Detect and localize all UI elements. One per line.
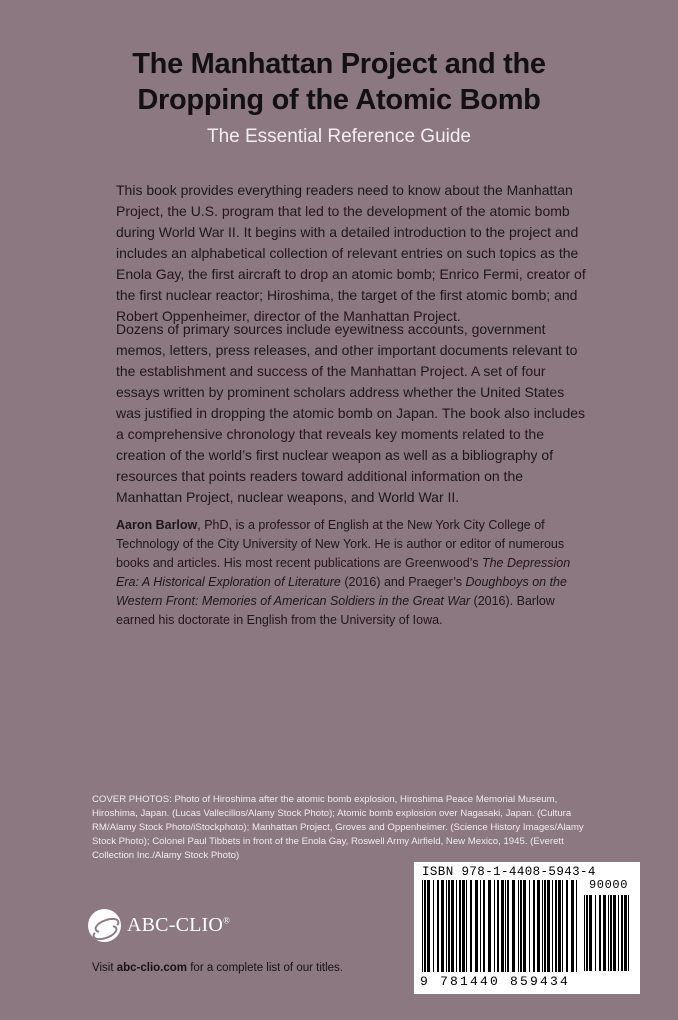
barcode-bar xyxy=(494,880,495,972)
barcode-bar xyxy=(537,880,540,972)
barcode-bar xyxy=(603,895,606,971)
barcode-bar xyxy=(505,880,506,972)
barcode-bar xyxy=(424,880,426,972)
barcode-bar xyxy=(451,880,454,972)
description-paragraph-1: This book provides everything readers need to know about the Manhattan Project, the U.S. program that led to the development of the atomic bomb during World War II. It begins with a detailed introduction to the project and includes an alphabetical collection of relevant entries on such topics as the Enola Gay, the first aircraft to drop an atomic bomb; Enrico Fermi, creator of the first nuclear reactor; Hiroshima, the target of the first atomic bomb; and Robert Oppenheimer, director of the Manhattan Project. xyxy=(116,182,586,324)
barcode-bar xyxy=(624,895,627,971)
barcode-bar xyxy=(542,880,543,972)
author-book-title-1: The Depression Era: A Historical Exploration of Literature xyxy=(116,556,571,589)
barcode-bar xyxy=(523,880,526,972)
publisher-logo xyxy=(88,906,230,944)
barcode-bar xyxy=(529,880,530,972)
barcode-bar xyxy=(512,880,515,972)
barcode-bar xyxy=(618,895,619,971)
book-title xyxy=(0,46,678,118)
barcode-bar xyxy=(433,880,434,972)
author-book-title-2: Doughboys on the Western Front: Memories of American Soldiers in the Great War xyxy=(116,575,567,608)
author-bio-text-1: , PhD, is a professor of English at the New York City College of Technology of the City University of New York. He is author or editor of numerous books and articles. His most recent publications are Greenwood’s xyxy=(116,518,565,570)
barcode-bar xyxy=(518,880,519,972)
barcode-bar xyxy=(466,880,467,972)
barcode-bar xyxy=(446,880,447,972)
book-title-line-2: Dropping of the Atomic Bomb xyxy=(137,84,541,116)
barcode-bar xyxy=(475,880,478,972)
barcode-bar xyxy=(571,880,574,972)
barcode-bar xyxy=(497,880,499,972)
price-code: 90000 xyxy=(589,878,629,892)
barcode-bar xyxy=(501,880,504,972)
barcode-bar xyxy=(599,895,601,971)
barcode-bar xyxy=(613,895,616,971)
cover-photo-credits: COVER PHOTOS: Photo of Hiroshima after the atomic bomb explosion, Hiroshima Peace Memorial Museum, Hiroshima, Japan. (Lucas Vallecillos/Alamy Stock Photo); Atomic bomb explosion over Nagasaki, Japan. (Cultura RM/Alamy Stock Photo/iStockphoto); Manhattan Project, Groves and Oppenheimer. (Science History Images/Alamy Stock Photo); Colonel Paul Tibbets in front of the Enola Gay, Roswell Army Airfield, New Mexico, 1945. (Everett Collection Inc./Alamy Stock Photo) xyxy=(92,794,584,861)
barcode-bar xyxy=(621,895,623,971)
barcode-bar xyxy=(483,880,485,972)
book-subtitle: The Essential Reference Guide xyxy=(206,126,472,147)
barcode-bar xyxy=(586,895,588,971)
barcode-bar xyxy=(441,880,444,972)
barcode-bar xyxy=(608,895,609,971)
footer-visit-text: Visit abc-clio.com for a complete list of our titles. xyxy=(92,962,343,974)
publisher-website-link[interactable]: abc-clio.com xyxy=(116,962,188,974)
publisher-name: ABC-CLIO® xyxy=(127,913,231,936)
barcode-bar xyxy=(628,895,629,971)
barcode-bar xyxy=(448,880,450,972)
barcode-bar xyxy=(558,880,561,972)
barcode-bar xyxy=(427,880,430,972)
isbn-barcode xyxy=(414,862,640,994)
barcode-bar xyxy=(566,880,568,972)
barcode-bar xyxy=(470,880,472,972)
barcode-bar xyxy=(552,880,553,972)
barcode-bar xyxy=(544,880,546,972)
barcode-digits: 9 781440 859434 xyxy=(420,974,571,989)
barcode-bar xyxy=(422,880,423,972)
barcode-bar xyxy=(555,880,557,972)
barcode-bars xyxy=(422,880,580,976)
barcode-bar xyxy=(456,880,457,972)
barcode-bar xyxy=(610,895,612,971)
isbn-text: ISBN 978-1-4408-5943-4 xyxy=(422,865,596,879)
barcode-bar xyxy=(462,880,465,972)
barcode-bar xyxy=(459,880,461,972)
barcode-bar xyxy=(533,880,535,972)
barcode-bar xyxy=(584,895,585,971)
barcode-bar xyxy=(576,880,577,972)
barcode-bar xyxy=(437,880,439,972)
barcode-bar xyxy=(488,880,491,972)
barcode-bar xyxy=(547,880,550,972)
author-bio-text-2: (2016) and Praeger’s xyxy=(340,575,466,589)
barcode-bar xyxy=(589,895,592,971)
author-name: Aaron Barlow xyxy=(116,518,198,532)
barcode-bar xyxy=(520,880,522,972)
author-bio-text-3: (2016). Barlow earned his doctorate in English from the University of Iowa. xyxy=(116,594,555,627)
barcode-bar xyxy=(507,880,509,972)
description-paragraph-2: Dozens of primary sources include eyewitness accounts, government memos, letters, press releases, and other important documents relevant to the establishment and success of the Manhattan Project. A set of four essays written by prominent scholars address whether the United States was justified in dropping the atomic bomb on Japan. The book also includes a comprehensive chronology that reveals key moments related to the creation of the world’s first nuclear weapon as well as a bibliography of resources that points readers toward additional information on the Manhattan Project, nuclear weapons, and World War II. xyxy=(116,321,586,505)
book-title-line-1: The Manhattan Project and the xyxy=(132,48,546,80)
barcode-bar xyxy=(562,880,563,972)
barcode-bar xyxy=(595,895,596,971)
abc-clio-logo-icon xyxy=(88,909,121,942)
author-bio xyxy=(116,516,586,630)
barcode-bar xyxy=(480,880,481,972)
price-barcode-bars xyxy=(584,895,634,973)
